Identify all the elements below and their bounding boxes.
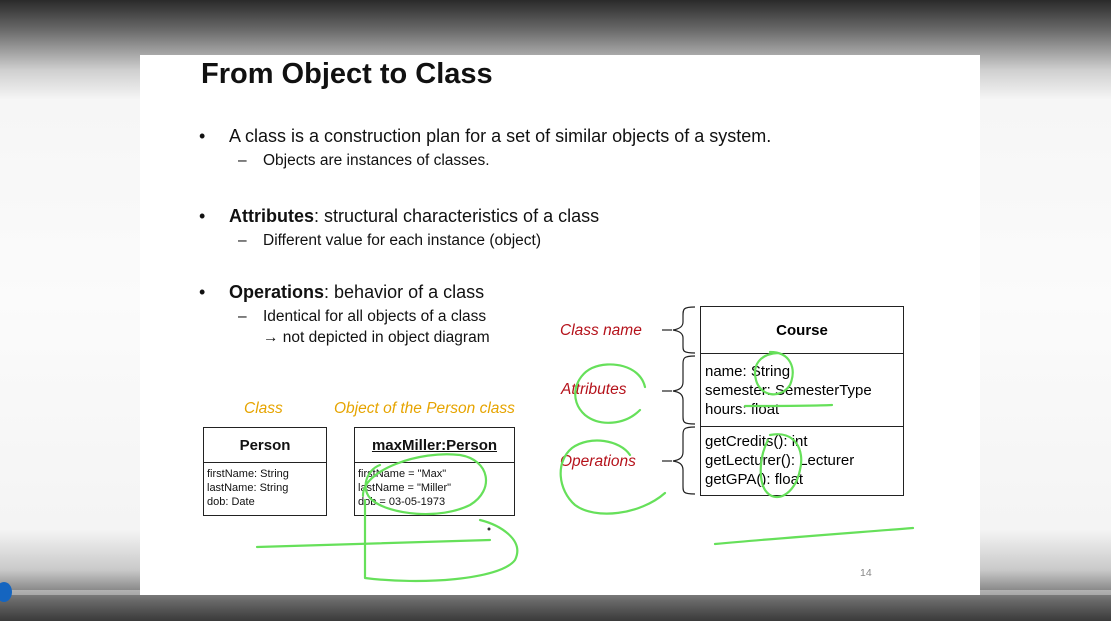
person-class-name: Person: [204, 428, 326, 463]
annotation-dot: [488, 528, 491, 531]
course-class-name: Course: [701, 307, 903, 354]
attribute-line: lastName: String: [207, 482, 289, 494]
slide-title: From Object to Class: [201, 58, 493, 90]
attribute-line: hours: float: [705, 401, 780, 418]
attribute-line: dob = 03-05-1973: [358, 496, 446, 508]
bullet-3-sub-2-text: → not depicted in object diagram: [263, 329, 490, 346]
label-object-of: Object of the Person class: [334, 400, 515, 417]
annotation-loop-operations: [561, 441, 665, 514]
dash: –: [238, 308, 247, 325]
attribute-line: name: String: [705, 363, 791, 380]
bullet-2-bold: Attributes: [229, 206, 314, 226]
bullet-3-text: : behavior of a class: [324, 282, 485, 302]
dash: –: [238, 152, 247, 169]
attribute-line: firstName: String: [207, 468, 289, 480]
annotation-loop-ops: [761, 434, 802, 497]
annotation-loop-object: [363, 454, 517, 581]
attribute-line: lastName = "Miller": [358, 482, 452, 494]
bullet-dot: •: [199, 282, 206, 302]
annotation-underline-right: [715, 528, 913, 544]
bullet-2-text: : structural characteristics of a class: [314, 206, 600, 226]
page-number: 14: [860, 567, 872, 579]
progress-bar[interactable]: [0, 590, 1111, 595]
operation-line: getCredits(): int: [705, 433, 808, 450]
bullet-3-bold: Operations: [229, 282, 325, 302]
label-class: Class: [244, 400, 283, 417]
bullet-1-text: A class is a construction plan for a set of similar objects of a system.: [229, 126, 772, 146]
attribute-line: firstName = "Max": [358, 468, 447, 480]
label-attributes: Attributes: [561, 381, 627, 398]
operation-line: getLecturer(): Lecturer: [705, 452, 855, 469]
annotation-circle-name: [755, 352, 793, 394]
attribute-line: semester: SemesterType: [705, 382, 872, 399]
annotation-loop-attributes: [575, 364, 645, 422]
operation-line: getGPA(): float: [705, 471, 804, 488]
label-class-name: Class name: [560, 322, 642, 339]
bullet-2-sub-1-text: Different value for each instance (object): [263, 232, 542, 249]
bullet-dot: •: [199, 206, 206, 226]
annotation-underline-left: [257, 540, 490, 547]
object-name-text: maxMiller:Person: [371, 436, 498, 454]
label-operations: Operations: [560, 453, 636, 470]
bullet-1-sub-1-text: Objects are instances of classes.: [263, 152, 490, 169]
bullet-3-sub-1-text: Identical for all objects of a class: [263, 308, 487, 325]
dash: –: [238, 232, 247, 249]
annotation-underline-hours: [745, 405, 832, 406]
bullet-dot: •: [199, 126, 206, 146]
attribute-line: dob: Date: [207, 496, 255, 508]
